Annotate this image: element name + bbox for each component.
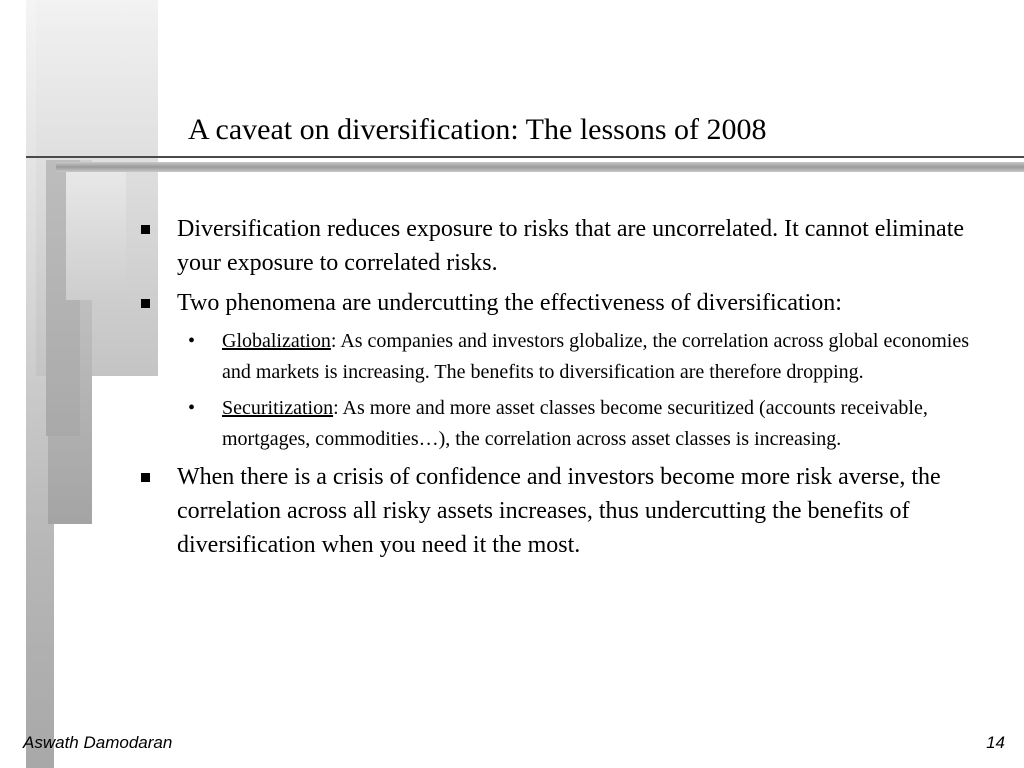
sub-bullet-item	[138, 326, 988, 388]
bullet-text: When there is a crisis of confidence and investors become more risk averse, the correlation across all risky assets increases, thus undercutting the benefits of diversification when you need it the most.	[177, 464, 941, 558]
round-bullet-icon: •	[188, 397, 196, 419]
sub-bullet-list	[138, 326, 988, 455]
bullet-text: Two phenomena are undercutting the effectiveness of diversification:	[177, 290, 842, 316]
title-rule-shadow	[56, 162, 1024, 172]
decorative-block-inner	[66, 170, 126, 300]
sub-bullet-term: Securitization	[222, 397, 334, 419]
slide-body	[138, 212, 988, 568]
bullet-item	[138, 212, 988, 280]
sub-bullet-item	[138, 393, 988, 455]
sub-bullet-text: : As companies and investors globalize, the correlation across global economies and markets is increasing. The benefits to diversification are therefore dropping.	[222, 330, 970, 383]
page-number: 14	[986, 733, 1005, 752]
slide-title: A caveat on diversification: The lessons of 2008	[188, 113, 767, 146]
sub-bullet-text: : As more and more asset classes become securitized (accounts receivable, mortgages, commodities…), the correlation across asset classes is increasing.	[222, 397, 928, 450]
footer-author: Aswath Damodaran	[23, 733, 173, 752]
round-bullet-icon: •	[188, 330, 196, 352]
sub-bullet-term: Globalization	[222, 330, 331, 352]
square-bullet-icon	[141, 299, 150, 308]
square-bullet-icon	[141, 225, 150, 234]
bullet-item	[138, 460, 988, 562]
bullet-item	[138, 286, 988, 320]
bullet-text: Diversification reduces exposure to risks that are uncorrelated. It cannot eliminate your exposure to correlated risks.	[177, 216, 965, 276]
title-rule-line	[26, 156, 1024, 158]
square-bullet-icon	[141, 473, 150, 482]
